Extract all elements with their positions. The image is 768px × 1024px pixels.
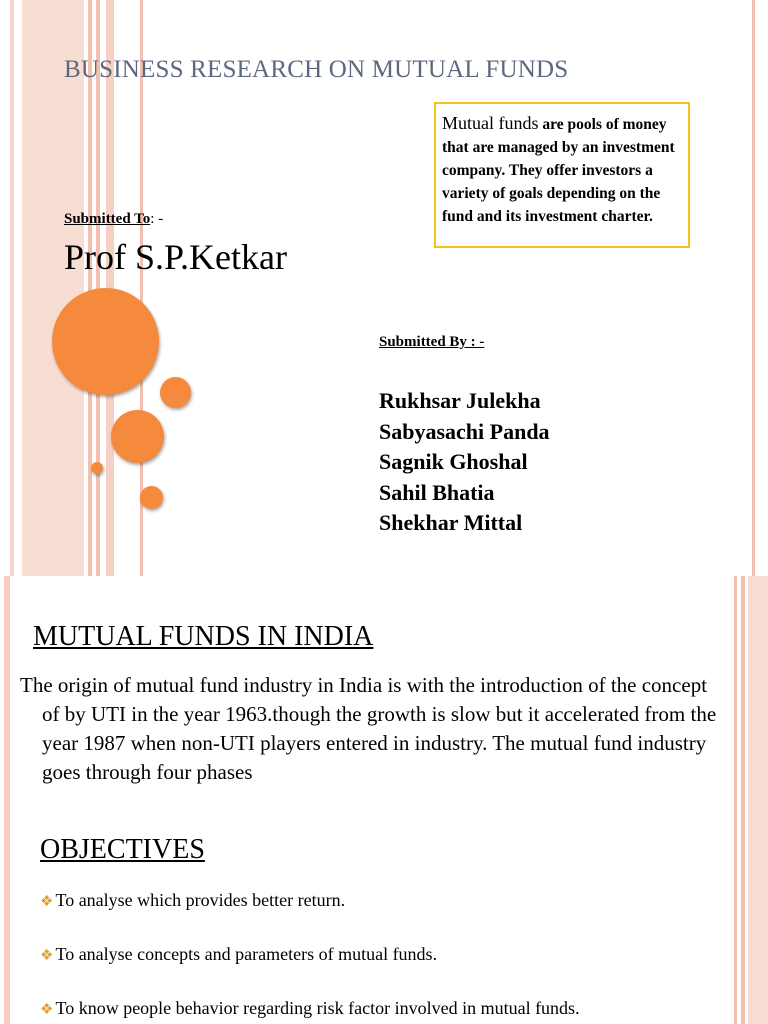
objectives-list [40, 888, 680, 1024]
submitted-to-label: Submitted To [64, 211, 151, 227]
objective-text: To analyse concepts and parameters of mutual funds. [55, 944, 438, 964]
member-name: Rukhsar Julekha [379, 388, 541, 413]
diamond-bullet-icon: ❖ [40, 1002, 54, 1018]
decor-stripe [4, 576, 10, 1024]
definition-text: are pools of money that are managed by an investment company. They offer investors a variety of goals depending on the fund and its investment charter. [442, 116, 675, 225]
member-name: Shekhar Mittal [379, 510, 523, 535]
decor-stripe [734, 576, 737, 1024]
intro-paragraph: The origin of mutual fund industry in India is with the introduction of the concept of by UTI in the year 1963.though the growth is slow but it accelerated from the year 1987 when non-UTI players entered in industry. The mutual fund industry goes through four phases [20, 673, 717, 784]
list-item [40, 888, 680, 914]
decor-stripe [22, 0, 84, 576]
submitted-to-suffix: : - [150, 211, 164, 227]
decor-circle-large [52, 288, 159, 395]
list-item [40, 996, 680, 1022]
member-name: Sahil Bhatia [379, 479, 495, 505]
decor-circle [111, 410, 164, 463]
objective-text: To know people behavior regarding risk factor involved in mutual funds. [55, 998, 580, 1018]
definition-lead: Mutual funds [442, 113, 539, 133]
professor-name: Prof S.P.Ketkar [64, 237, 287, 277]
definition-box [434, 102, 690, 248]
objectives-heading: OBJECTIVES [40, 834, 205, 865]
decor-stripe [741, 576, 745, 1024]
decor-circle [160, 377, 191, 408]
objective-text: To analyse which provides better return. [55, 890, 346, 910]
decor-circle-small [91, 462, 103, 474]
decor-stripe [10, 0, 14, 576]
diamond-bullet-icon: ❖ [40, 948, 54, 964]
member-list [379, 386, 550, 539]
content-slide [0, 576, 768, 1024]
member-name: Sabyasachi Panda [379, 418, 550, 444]
submitted-to [64, 211, 163, 228]
member-name: Sagnik Ghoshal [379, 449, 528, 474]
list-item [40, 942, 680, 968]
decor-circle [140, 486, 163, 509]
slide-title: BUSINESS RESEARCH ON MUTUAL FUNDS [64, 56, 569, 83]
slide-title: MUTUAL FUNDS IN INDIA [33, 621, 374, 652]
submitted-by-label: Submitted By : - [379, 334, 485, 350]
decor-stripe [88, 0, 92, 576]
diamond-bullet-icon: ❖ [40, 894, 54, 910]
decor-stripe [748, 576, 768, 1024]
decor-stripe [752, 0, 755, 576]
